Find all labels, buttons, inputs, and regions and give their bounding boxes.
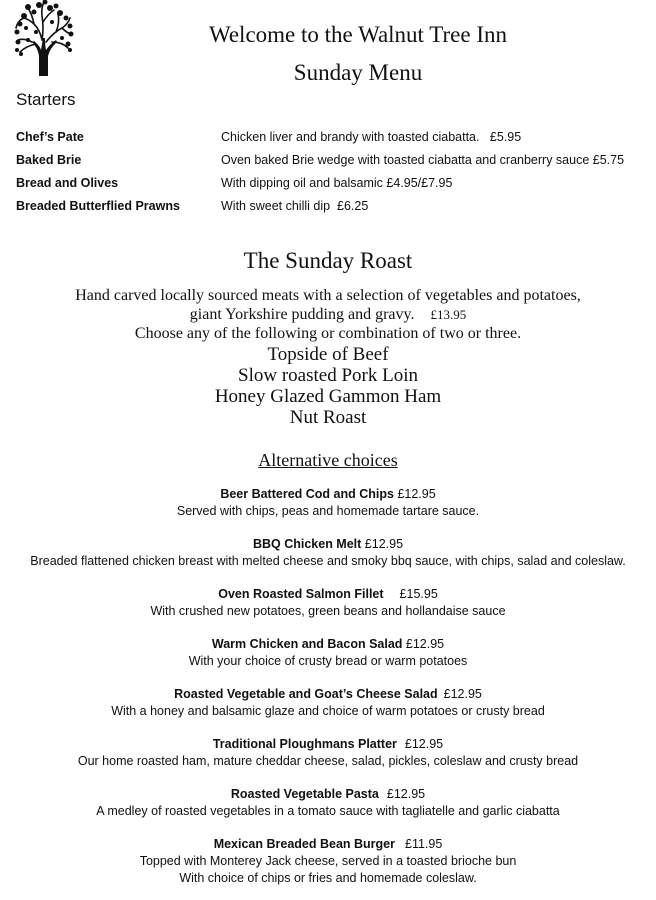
roast-description [0,286,656,343]
roast-meats-list [0,344,656,428]
starter-name: Bread and Olives [16,176,119,190]
item-description: With crushed new potatoes, green beans and hollandaise sauce [150,604,506,618]
alternative-item [0,836,656,887]
item-price: £11.95 [405,837,443,851]
page-title: Welcome to the Walnut Tree Inn [208,22,507,47]
starter-description: With dipping oil and balsamic £4.95/£7.95 [221,176,453,190]
item-name: Traditional Ploughmans Platter [212,737,397,751]
starter-item [0,176,656,196]
roast-meat-item: Slow roasted Pork Loin [238,365,418,386]
starter-name: Chef’s Pate [16,130,84,144]
item-price: £12.95 [386,787,426,801]
starter-name: Breaded Butterflied Prawns [16,199,180,213]
page-subtitle: Sunday Menu [293,60,423,85]
alternatives-heading-text: Alternative choices [258,450,398,470]
item-description: Our home roasted ham, mature cheddar cheese, salad, pickles, coleslaw and crusty bread [77,754,579,768]
roast-meat-item: Honey Glazed Gammon Ham [214,386,442,407]
roast-description-text: giant Yorkshire pudding and gravy. [189,306,415,323]
alternative-item [0,536,656,570]
item-price: £12.95 [397,487,436,501]
alternative-item [0,586,656,620]
item-name: Roasted Vegetable Pasta [230,787,379,801]
starter-item [0,130,656,150]
item-price: £12.95 [443,687,482,701]
alternatives-heading [0,450,656,471]
item-description: A medley of roasted vegetables in a tomato sauce with tagliatelle and garlic ciabatta [96,804,560,818]
item-price: £15.95 [399,587,438,601]
item-price: £12.95 [364,537,404,551]
alternative-item [0,736,656,770]
roast-description-line [0,305,656,324]
alternative-item [0,686,656,720]
roast-price: £13.95 [430,307,467,322]
item-description: Topped with Monterey Jack cheese, served in a toasted brioche bun [139,854,517,868]
item-name: Mexican Breaded Bean Burger [213,837,395,851]
item-name: Oven Roasted Salmon Fillet [218,587,384,601]
starter-name: Baked Brie [16,153,82,167]
roast-heading: The Sunday Roast [243,248,413,273]
starter-description: Oven baked Brie wedge with toasted ciabatta and cranberry sauce £5.75 [221,153,625,167]
item-name: Roasted Vegetable and Goat’s Cheese Salad [174,687,438,701]
starter-item [0,199,656,219]
item-name: Beer Battered Cod and Chips [220,487,394,501]
item-description: With your choice of crusty bread or warm potatoes [188,654,468,668]
item-price: £12.95 [405,637,445,651]
roast-meat-item: Topside of Beef [267,344,389,365]
roast-description-line: Choose any of the following or combination of two or three. [134,325,522,342]
starter-item [0,153,656,173]
item-description: With a honey and balsamic glaze and choice of warm potatoes or crusty bread [111,704,545,718]
starters-heading: Starters [16,90,76,109]
item-price: £12.95 [404,737,444,751]
starter-description: Chicken liver and brandy with toasted ciabatta. £5.95 [221,130,522,144]
alternative-item [0,786,656,820]
alternative-item [0,636,656,670]
roast-description-line: Hand carved locally sourced meats with a selection of vegetables and potatoes, [75,287,581,304]
alternative-item [0,486,656,520]
roast-meat-item: Nut Roast [289,407,367,428]
item-name: BBQ Chicken Melt [252,537,362,551]
item-name: Warm Chicken and Bacon Salad [211,637,403,651]
item-description: With choice of chips or fries and homemade coleslaw. [179,871,477,885]
starter-description: With sweet chilli dip £6.25 [221,199,369,213]
item-description: Served with chips, peas and homemade tartare sauce. [176,504,480,518]
item-description: Breaded flattened chicken breast with melted cheese and smoky bbq sauce, with chips, salad and coleslaw. [30,554,626,568]
